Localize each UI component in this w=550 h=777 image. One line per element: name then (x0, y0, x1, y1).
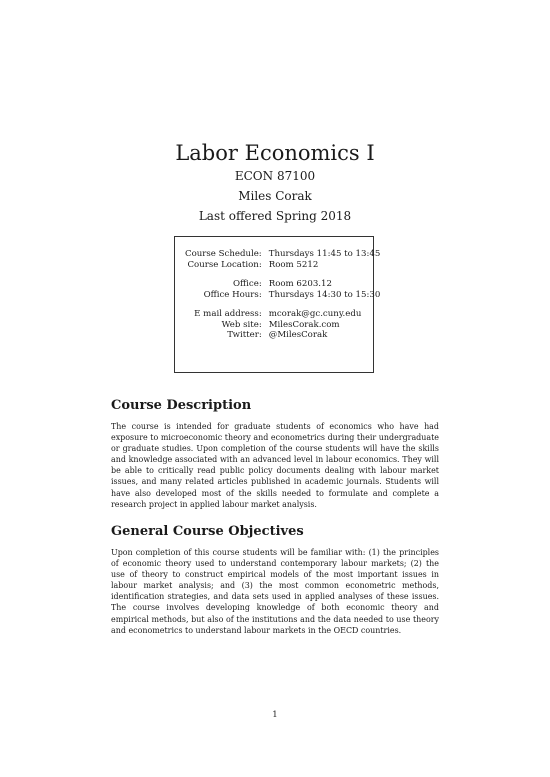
hours-value: Thursdays 14:30 to 15:30 (268, 289, 381, 300)
course-code: ECON 87100 (234, 169, 316, 183)
info-row-web (185, 320, 380, 331)
course-description-heading: Course Description (111, 398, 252, 413)
email-label: E mail address: (194, 309, 262, 319)
info-row-email (185, 309, 380, 320)
email-link[interactable]: mcorak@gc.cuny.edu (268, 309, 362, 319)
info-row-twitter (185, 330, 380, 341)
course-objectives-heading: General Course Objectives (111, 524, 304, 539)
course-title: Labor Economics I (175, 141, 375, 165)
instructor-name: Miles Corak (238, 189, 312, 203)
twitter-link[interactable]: @MilesCorak (268, 330, 328, 340)
office-label: Office: (233, 279, 262, 289)
info-row-schedule (185, 249, 380, 260)
web-link[interactable]: MilesCorak.com (268, 319, 340, 330)
office-value: Room 6203.12 (268, 279, 332, 289)
schedule-value: Thursdays 11:45 to 13:45 (268, 249, 381, 259)
course-objectives-text: Upon completion of this course students will be familiar with: (1) the principles of economic theory used to understand contemporary labour markets; (2) the use of theory to construct empirical models of the most important issues in labour market analysis; and (3) the most common econometric methods, identification strategies, and data sets used in applied analyses of these issues. The course involves developing knowledge of both economic theory and empirical methods, but also of the institutions and the data needed to use theory and econometrics to understand labour markets in the OECD countries. (111, 548, 439, 635)
info-row-office (185, 279, 380, 290)
course-info-table (185, 249, 380, 341)
info-spacer (185, 270, 380, 279)
info-row-location (185, 260, 380, 271)
twitter-label: Twitter: (227, 330, 262, 340)
info-row-hours (185, 290, 380, 301)
page-number: 1 (272, 710, 278, 720)
course-info-box (174, 236, 381, 373)
info-spacer (185, 300, 380, 309)
web-label: Web site: (221, 319, 262, 330)
hours-label: Office Hours: (203, 289, 262, 300)
location-label: Course Location: (187, 259, 262, 270)
title-block (0, 140, 550, 226)
location-value: Room 5212 (268, 259, 319, 270)
last-offered: Last offered Spring 2018 (198, 209, 352, 223)
schedule-label: Course Schedule: (185, 249, 262, 259)
course-description-text: The course is intended for graduate students of economics who have had exposure to microeconomic theory and econometrics during their undergraduate or graduate studies. Upon completion of the course students will have the skills and knowledge associated with an advanced level in labour economics. They will be able to critically read public policy documents dealing with labour market issues, and many related articles published in academic journals. Students will have also developed most of the skills needed to formulate and complete a research project in applied labour market analysis. (111, 422, 439, 509)
